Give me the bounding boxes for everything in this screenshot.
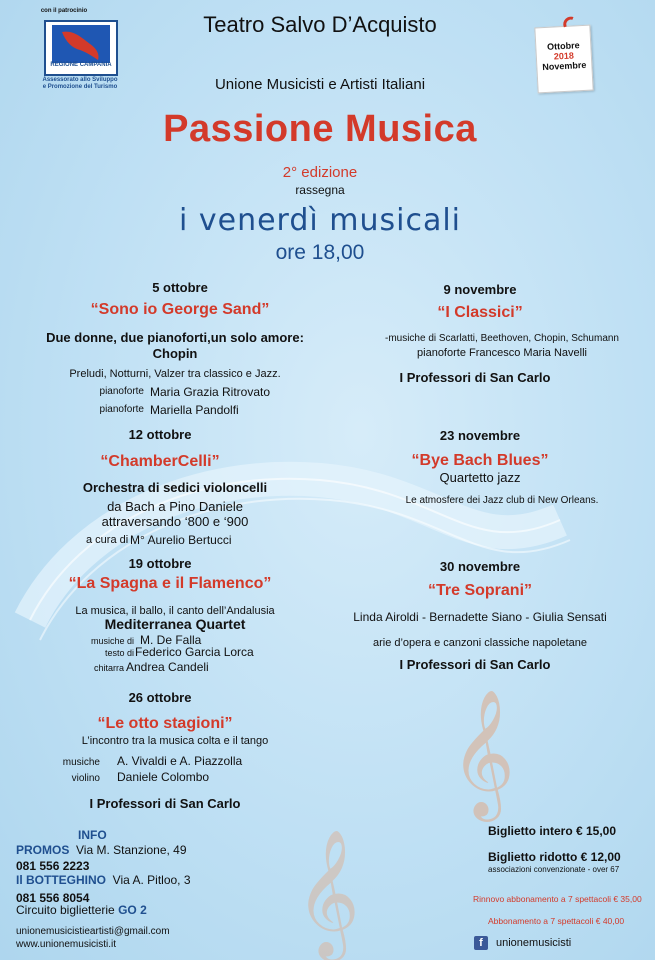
facebook-icon[interactable]: f xyxy=(474,936,488,950)
promos-label: PROMOS xyxy=(16,843,70,857)
event-date: 30 novembre xyxy=(439,559,521,574)
patronage-label: con il patrocinio xyxy=(40,8,88,14)
role-label: testo di xyxy=(104,648,134,658)
circuit-label: Circuito biglietterie xyxy=(16,903,115,917)
role-label: pianoforte xyxy=(99,386,144,397)
role-label: chitarra xyxy=(93,663,124,673)
role-label: musiche xyxy=(62,757,100,768)
event-line: -musiche di Scarlatti, Beethoven, Chopin, Schumann xyxy=(384,333,619,344)
facebook-handle[interactable]: unionemusicisti xyxy=(496,937,572,949)
event-date: 5 ottobre xyxy=(152,280,208,295)
region-name: REGIONE CAMPANIA xyxy=(50,62,112,68)
calendar-year: 2018 xyxy=(553,50,575,62)
role-label: violino xyxy=(71,773,100,784)
box-office-label: Il BOTTEGHINO xyxy=(16,873,106,887)
calendar-pin-icon xyxy=(535,16,590,31)
event-line: Linda Airoldi - Bernadette Siano - Giulia Sensati xyxy=(353,610,607,624)
treble-clef-icon: 𝄞 xyxy=(295,828,361,956)
region-logo xyxy=(44,20,118,76)
role-label: pianoforte xyxy=(99,404,144,415)
theater-name: Teatro Salvo D’Acquisto xyxy=(203,12,437,37)
event-date: 23 novembre xyxy=(439,428,521,443)
edition-label: 2° edizione xyxy=(282,164,358,181)
event-title-item: “Bye Bach Blues” xyxy=(411,452,549,469)
subscription-renewal: Rinnovo abbonamento a 7 spettacoli € 35,00 xyxy=(473,894,642,904)
event-line: Mediterranea Quartet xyxy=(104,616,246,632)
circuit-row xyxy=(16,903,147,917)
event-line: da Bach a Pino Daniele xyxy=(107,499,243,514)
promos-address: Via M. Stanzione, 49 xyxy=(76,843,187,857)
region-dept xyxy=(36,77,124,91)
event-line: pianoforte Francesco Maria Navelli xyxy=(417,347,587,359)
event-line: Quartetto jazz xyxy=(439,470,521,485)
event-title-item: “Tre Soprani” xyxy=(427,582,533,599)
ticket-full-price: Biglietto intero € 15,00 xyxy=(488,824,617,838)
event-title-item: “ChamberCelli” xyxy=(100,453,220,470)
event-title-item: “I Classici” xyxy=(437,304,523,321)
event-line: arie d’opera e canzoni classiche napoletane xyxy=(372,637,588,649)
info-title: INFO xyxy=(78,828,107,842)
event-line: Chopin xyxy=(152,346,198,361)
calendar-badge xyxy=(534,25,593,94)
event-line: L’incontro tra la musica colta e il tango xyxy=(81,735,269,747)
box-office-phone: 081 556 8054 xyxy=(16,891,90,905)
event-line: Orchestra di sedici violoncelli xyxy=(82,480,268,495)
series-label: rassegna xyxy=(295,183,345,197)
curator-name: M° Aurelio Bertucci xyxy=(130,533,232,547)
event-title-item: “La Spagna e il Flamenco” xyxy=(68,575,272,592)
role-name: A. Vivaldi e A. Piazzolla xyxy=(117,754,243,768)
role-name: Andrea Candeli xyxy=(126,660,209,674)
role-name: Maria Grazia Ritrovato xyxy=(150,385,271,399)
ensemble-name: I Professori di San Carlo xyxy=(399,657,551,672)
promos-phone: 081 556 2223 xyxy=(16,859,90,873)
event-date: 26 ottobre xyxy=(128,690,192,705)
ensemble-name: I Professori di San Carlo xyxy=(89,796,241,811)
box-office-address: Via A. Pitloo, 3 xyxy=(112,873,191,887)
role-label: musiche di xyxy=(90,636,134,646)
event-title-item: “Sono io George Sand” xyxy=(90,301,270,318)
circuit-name: GO 2 xyxy=(118,903,147,917)
event-date: 19 ottobre xyxy=(128,556,192,571)
role-name: Federico Garcia Lorca xyxy=(135,645,254,659)
subscription-price: Abbonamento a 7 spettacoli € 40,00 xyxy=(488,916,625,926)
series-name: i venerdì musicali xyxy=(178,203,462,238)
start-time: ore 18,00 xyxy=(275,241,365,264)
event-date: 9 novembre xyxy=(443,282,517,297)
event-line: Le atmosfere dei Jazz club di New Orleans. xyxy=(405,495,599,506)
calendar-month-start: Ottobre xyxy=(546,40,580,52)
event-line: La musica, il ballo, il canto dell’Andalusia xyxy=(75,605,275,617)
role-name: Daniele Colombo xyxy=(117,770,210,784)
event-title: Passione Musica xyxy=(163,108,477,150)
ticket-reduced-note: associazioni convenzionate - over 67 xyxy=(488,865,620,874)
box-office-row xyxy=(16,873,191,887)
curator-label: a cura di xyxy=(86,534,129,546)
region-dept-line: e Promozione del Turismo xyxy=(42,84,118,90)
event-date: 12 ottobre xyxy=(128,427,192,442)
role-name: Mariella Pandolfi xyxy=(150,403,239,417)
organizer-name: Unione Musicisti e Artisti Italiani xyxy=(214,76,426,93)
contact-email[interactable]: unionemusicistieartisti@gmail.com xyxy=(16,926,170,937)
event-line: Preludi, Notturni, Valzer tra classico e Jazz. xyxy=(69,368,281,380)
ticket-reduced-price: Biglietto ridotto € 12,00 xyxy=(488,850,621,864)
contact-website[interactable]: www.unionemusicisti.it xyxy=(16,939,117,950)
event-line: attraversando ‘800 e ‘900 xyxy=(101,514,249,529)
treble-clef-icon: 𝄞 xyxy=(450,688,516,816)
region-dept-line: Assessorato allo Sviluppo xyxy=(42,77,118,83)
promos-row xyxy=(16,843,187,857)
ensemble-name: I Professori di San Carlo xyxy=(399,370,551,385)
event-title-item: “Le otto stagioni” xyxy=(97,715,233,732)
calendar-month-end: Novembre xyxy=(542,59,587,73)
role-name: M. De Falla xyxy=(140,633,202,647)
event-line: Due donne, due pianoforti,un solo amore: xyxy=(46,330,304,345)
